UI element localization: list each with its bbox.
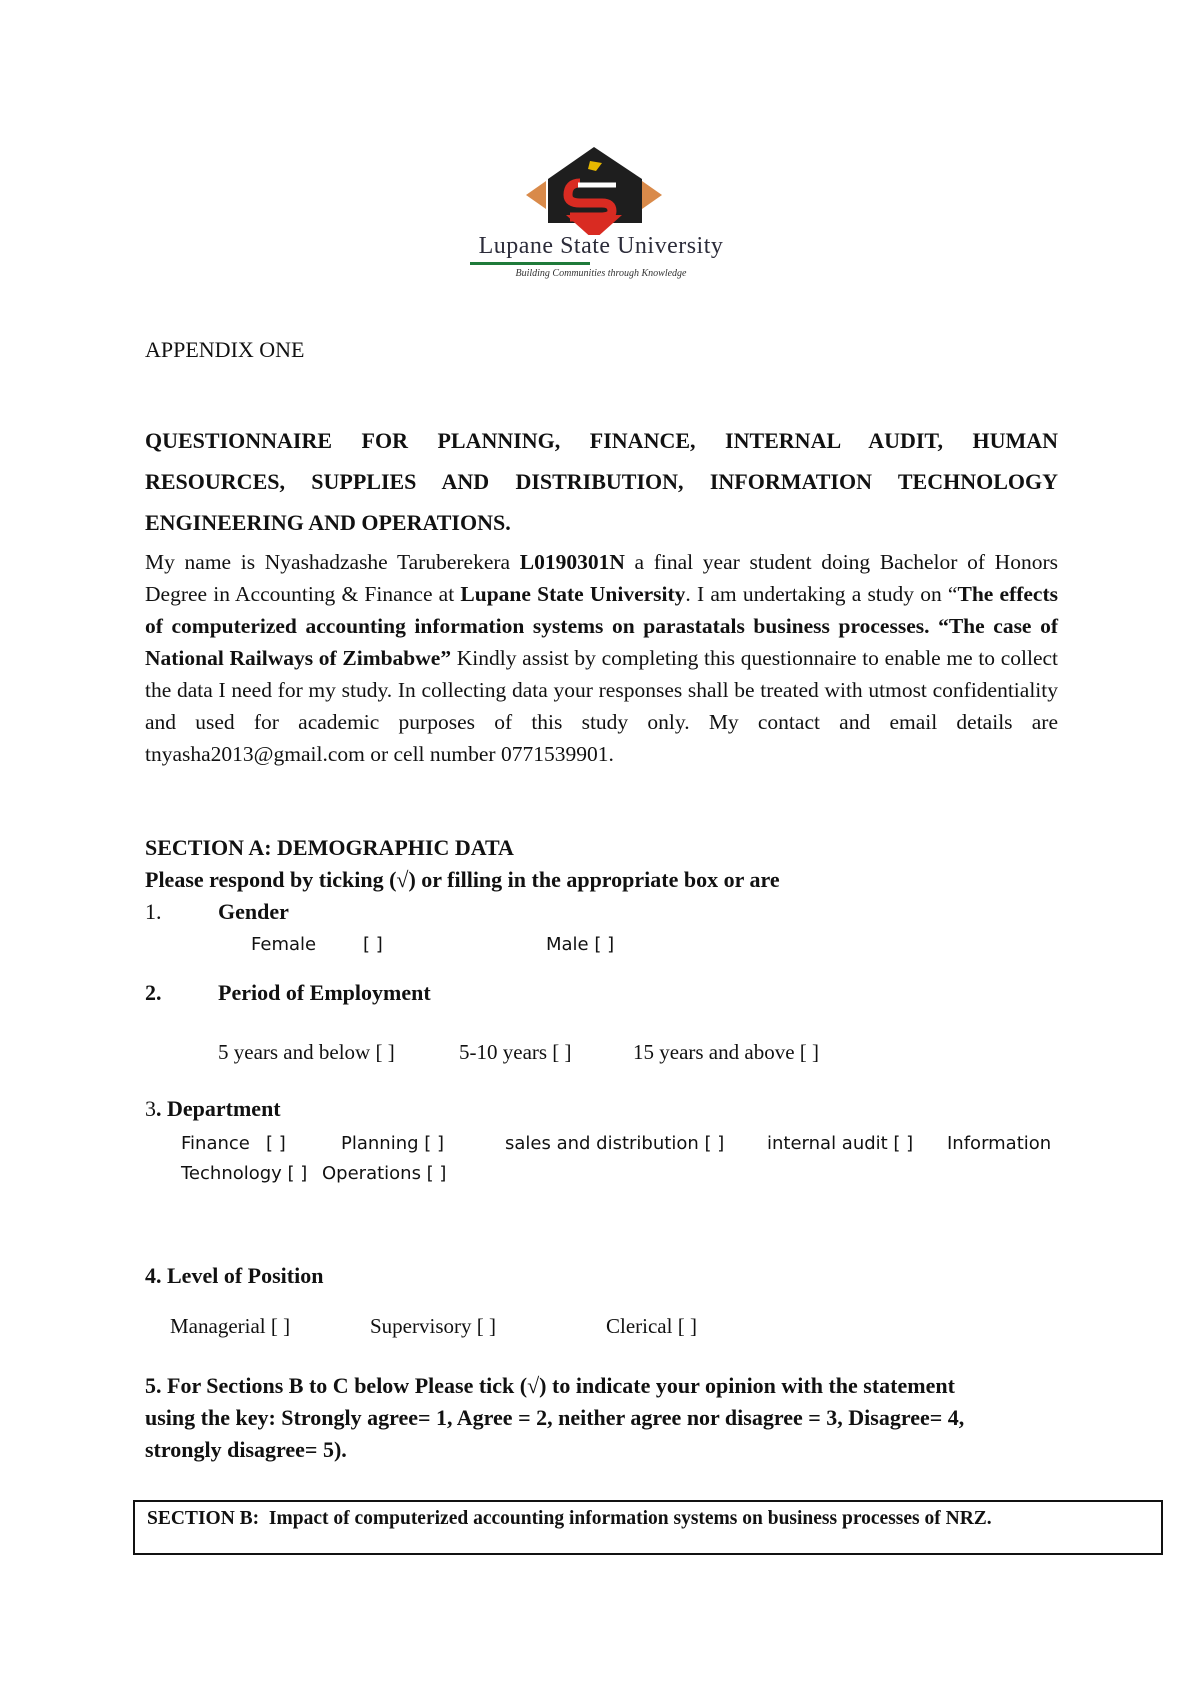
questionnaire-title-line-3: ENGINEERING AND OPERATIONS. — [145, 510, 511, 535]
q1-label: Gender — [218, 899, 289, 924]
dept-technology-option[interactable]: Technology [ ] — [181, 1163, 308, 1184]
dept-internal-audit-option[interactable]: internal audit [ ] — [767, 1133, 914, 1154]
employment-option-2[interactable]: 5-10 years [ ] — [459, 1040, 572, 1064]
lsu-emblem-icon — [430, 145, 770, 235]
right-arrow-icon — [642, 181, 662, 209]
gender-female-option[interactable]: Female — [251, 934, 317, 955]
intro-text-1: My name is Nyashadzashe Taruberekera — [145, 550, 520, 574]
q3-number — [145, 1096, 281, 1122]
q1-number: 1. — [145, 899, 162, 924]
intro-paragraph — [145, 546, 1058, 770]
intro-text-2: a final year student doing Bachelor of Honors Degree in Accounting & Finance at — [145, 550, 1058, 606]
dept-sales-option[interactable]: sales and distribution [ ] — [505, 1133, 725, 1154]
appendix-title: APPENDIX ONE — [145, 337, 305, 362]
q5-line-1: 5. For Sections B to C below Please tick (√) to indicate your opinion with the statement — [145, 1373, 955, 1398]
position-managerial-option[interactable]: Managerial [ ] — [170, 1314, 291, 1338]
q5-line-3: strongly disagree= 5). — [145, 1437, 347, 1462]
university-name: Lupane State University — [478, 233, 724, 259]
gender-female-checkbox[interactable]: [ ] — [363, 934, 383, 955]
dept-information-label[interactable]: Information — [947, 1133, 1052, 1154]
gender-male-checkbox[interactable]: Male [ ] — [546, 934, 615, 955]
position-clerical-option[interactable]: Clerical [ ] — [606, 1314, 697, 1338]
left-arrow-icon — [526, 181, 546, 209]
student-id: L0190301N — [519, 550, 625, 574]
q2-number: 2. — [145, 980, 162, 1005]
questionnaire-title — [145, 420, 1058, 543]
questionnaire-title-line-1: QUESTIONNAIRE FOR PLANNING, FINANCE, INTERNAL AUDIT, HUMAN — [145, 428, 1058, 453]
q5-instructions — [145, 1370, 1058, 1466]
q5-line-2: using the key: Strongly agree= 1, Agree = 2, neither agree nor disagree = 3, Disagree= 4, — [145, 1405, 965, 1430]
section-b-heading — [147, 1506, 1147, 1532]
section-b-label: SECTION B: — [147, 1508, 260, 1529]
intro-text-4: Kindly assist by completing this questionnaire to enable me to collect the data I need for my study. In collecting data your responses shall be treated with utmost confidentiality and used for academic purposes of this study only. My contact and email details are tnyasha2013@gmail.com or cell number 0771539901. — [145, 646, 1059, 766]
position-supervisory-option[interactable]: Supervisory [ ] — [370, 1314, 496, 1338]
q3-num-text: 3 — [145, 1096, 156, 1121]
q3-label: . Department — [156, 1096, 281, 1121]
employment-option-3[interactable]: 15 years and above [ ] — [633, 1040, 820, 1064]
logo-underline — [470, 262, 590, 265]
q2-label: Period of Employment — [218, 980, 431, 1005]
dept-operations-option[interactable]: Operations [ ] — [322, 1163, 447, 1184]
dept-finance-option[interactable]: Finance — [181, 1133, 250, 1154]
intro-text-3: . I am undertaking a study on “ — [685, 582, 958, 606]
study-title: The effects of computerized accounting information systems on parastatals business processes. “The case of National Railways of Zimbabwe” — [145, 582, 1058, 670]
university-motto: Building Communities through Knowledge — [515, 268, 687, 279]
section-b-text: Impact of computerized accounting information systems on business processes of NRZ. — [268, 1508, 992, 1529]
dept-planning-option[interactable]: Planning [ ] — [341, 1133, 445, 1154]
employment-option-1[interactable]: 5 years and below [ ] — [218, 1040, 395, 1064]
q4-label: 4. Level of Position — [145, 1263, 324, 1288]
section-a-title: SECTION A: DEMOGRAPHIC DATA — [145, 835, 514, 860]
questionnaire-title-line-2: RESOURCES, SUPPLIES AND DISTRIBUTION, INFORMATION TECHNOLOGY — [145, 469, 1058, 494]
section-b-box — [133, 1500, 1163, 1555]
intro-university: Lupane State University — [460, 582, 686, 606]
dept-finance-checkbox[interactable]: [ ] — [266, 1133, 286, 1154]
section-a-instruction: Please respond by ticking (√) or filling in the appropriate box or are — [145, 867, 780, 892]
